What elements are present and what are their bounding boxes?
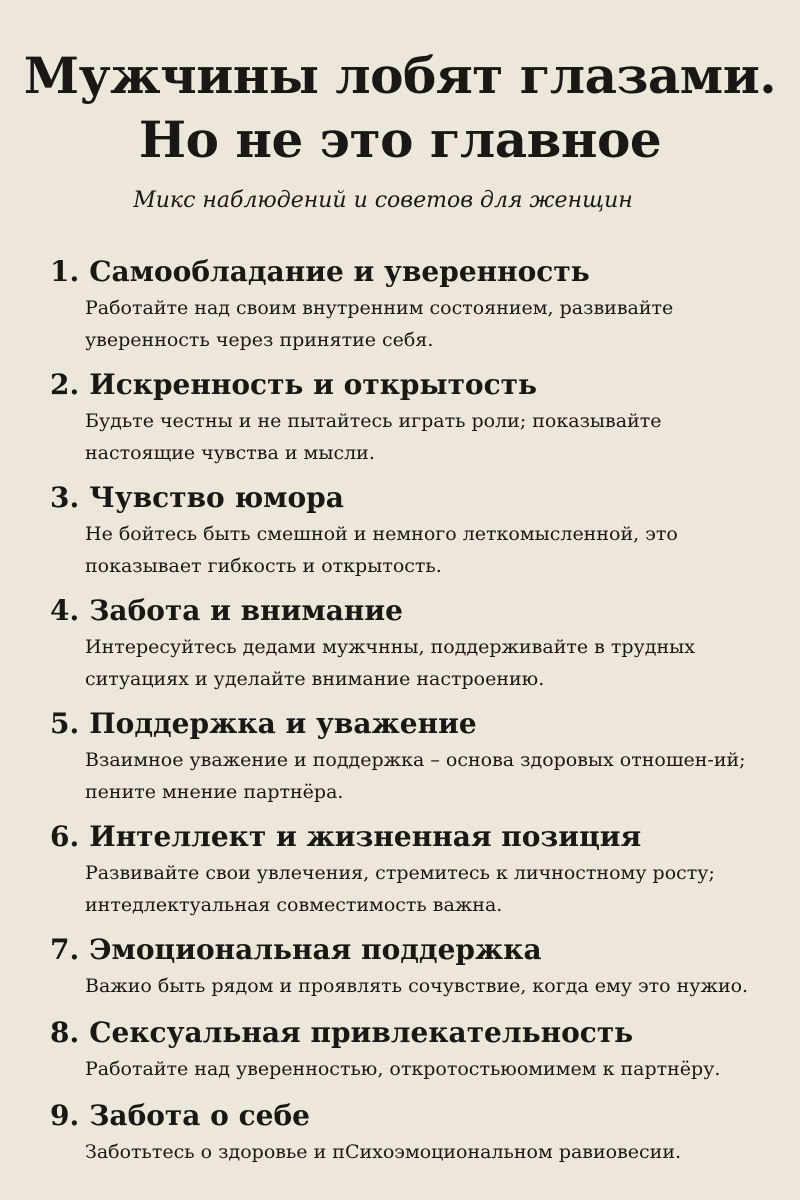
item-heading <box>50 1096 770 1136</box>
list-item <box>50 365 770 478</box>
list-item <box>50 478 770 591</box>
item-description: Будьте честны и не пытайтесь играть роли; показывайте настоящие чувства и мысли. <box>85 410 662 464</box>
item-heading-text: Сексуальная привлекательность <box>89 1016 634 1049</box>
list-item <box>50 1096 770 1179</box>
list-item <box>50 252 770 365</box>
list-item <box>50 1013 770 1096</box>
item-heading <box>50 1013 770 1053</box>
list-item <box>50 704 770 817</box>
item-number: 5. <box>50 707 80 740</box>
item-heading-text: Забота и внимание <box>89 594 403 627</box>
item-heading-text: Забота о себе <box>89 1099 310 1132</box>
item-heading-text: Искренность и открытость <box>89 368 538 401</box>
title-line-1: Мужчины лобят глазами. <box>23 46 777 105</box>
item-heading <box>50 252 770 292</box>
item-heading-text: Эмоциональная поддержка <box>89 933 542 966</box>
item-description: Интересуйтесь дедами мужчнны, поддерживайте в трудных ситуациях и уделайте внимание настроению. <box>85 636 695 690</box>
item-heading-text: Поддержка и уважение <box>89 707 477 740</box>
item-number: 4. <box>50 594 80 627</box>
item-description: Не бойтесь быть смешной и немного леткомысленной, это показывает гибкость и открытость. <box>85 523 678 577</box>
title-line-2: Но не это главное <box>138 110 662 169</box>
item-heading-text: Чувство юмора <box>89 481 344 514</box>
item-number: 6. <box>50 820 80 853</box>
item-number: 3. <box>50 481 80 514</box>
item-heading <box>50 591 770 631</box>
item-heading <box>50 817 770 857</box>
item-heading-text: Самообладание и уверенность <box>89 255 590 288</box>
item-description: Работайте над своим внутренним состоянием, развивайте уверенность через принятие себя. <box>85 297 674 351</box>
item-heading <box>50 478 770 518</box>
list-item <box>50 930 770 1013</box>
item-number: 2. <box>50 368 80 401</box>
item-description: Важио быть рядом и проявлять сочувствие, когда ему это нужио. <box>85 975 749 997</box>
item-number: 7. <box>50 933 80 966</box>
item-description: Заботьтесь о здоровье и пСихоэмоциональном равиовесии. <box>85 1141 682 1163</box>
item-description: Взаимное уважение и поддержка – основа здоровых отношен-ий; пените мнение партнёра. <box>85 749 746 803</box>
item-number: 8. <box>50 1016 80 1049</box>
item-description: Развивайте свои увлечения, стремитесь к личностному росту; интедлектуальная совместимость важна. <box>85 862 715 916</box>
item-number: 9. <box>50 1099 80 1132</box>
page-title <box>0 44 800 172</box>
item-heading-text: Интеллект и жизненная позиция <box>89 820 642 853</box>
item-heading <box>50 930 770 970</box>
item-heading <box>50 365 770 405</box>
advice-list <box>50 252 770 1179</box>
list-item <box>50 591 770 704</box>
subtitle: Микс наблюдений и советов для женщин <box>133 188 633 213</box>
item-description: Работайте над уверенностью, откротостьюомимем к партнёру. <box>85 1058 721 1080</box>
item-heading <box>50 704 770 744</box>
list-item <box>50 817 770 930</box>
item-number: 1. <box>50 255 80 288</box>
